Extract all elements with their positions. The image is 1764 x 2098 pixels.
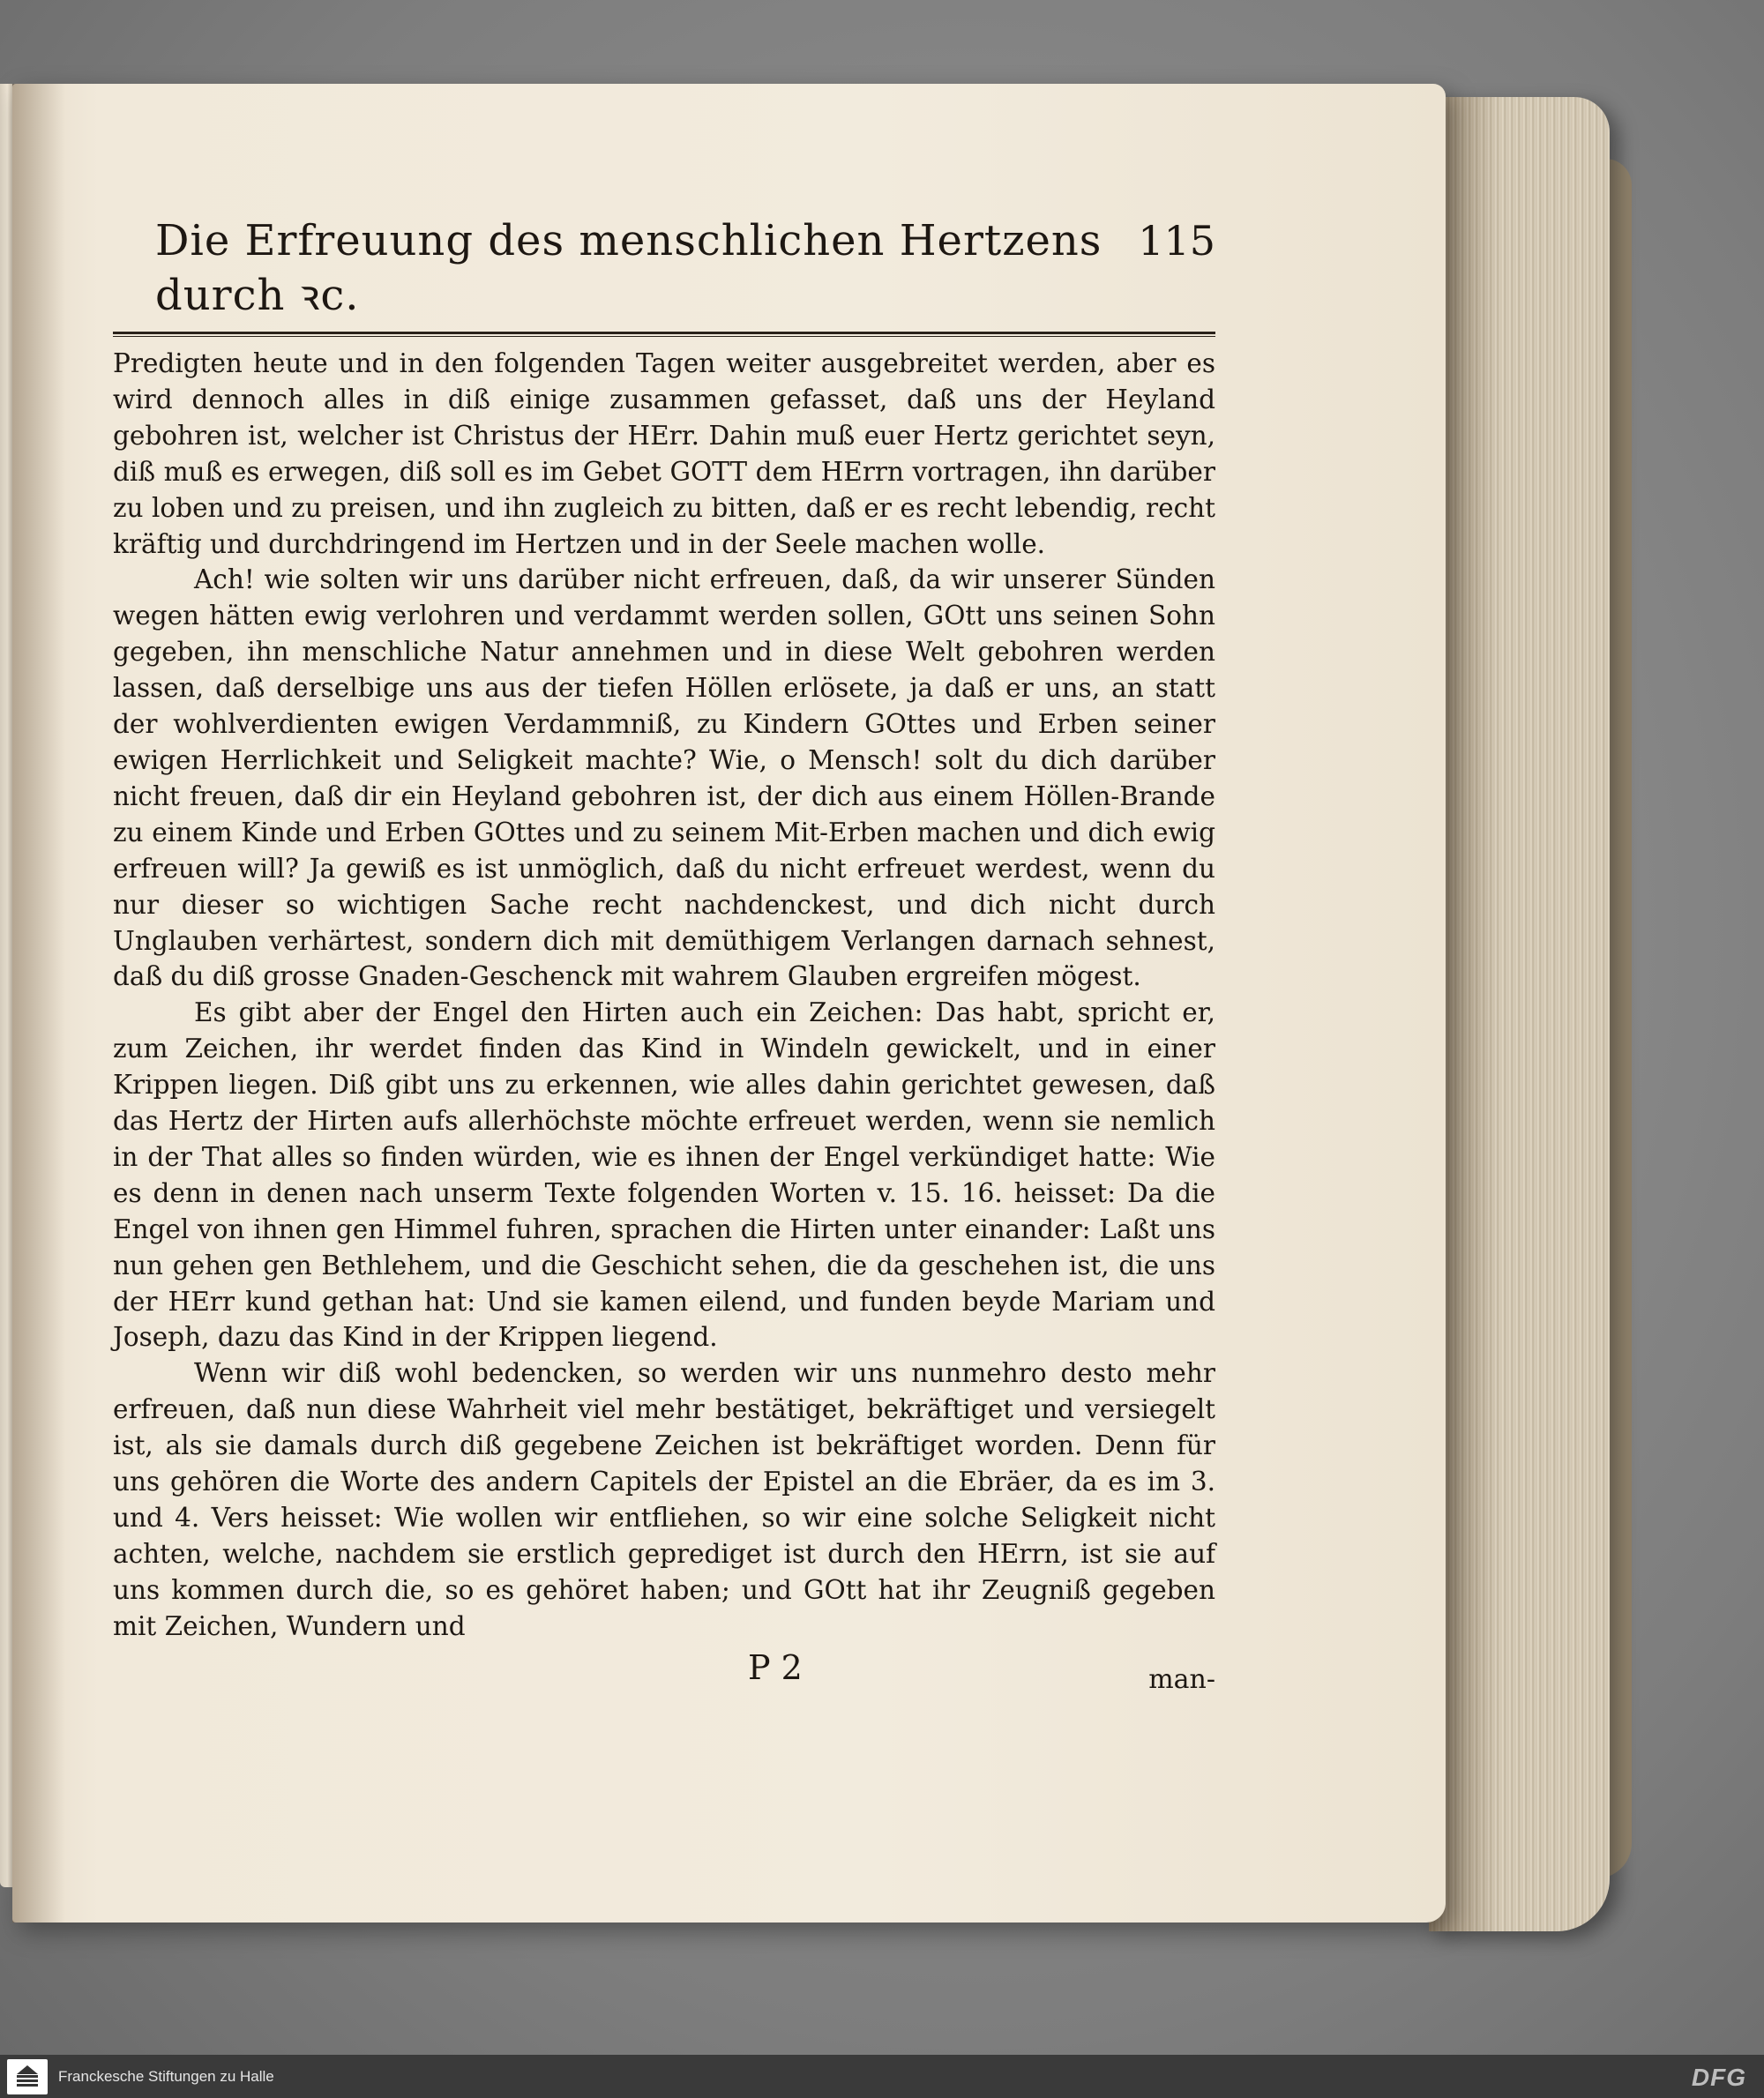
signature-mark: P 2	[748, 1647, 803, 1687]
paragraph: Ach! wie solten wir uns darüber nicht erfreuen, daß, da wir unserer Sünden wegen hätten ewig verlohren und verdammt werden sollen, GOtt uns seinen Sohn gegeben, ihn menschliche Natur annehmen und in diese Welt gebohren werden lassen, daß derselbige uns aus der tiefen Höllen erlösete, ja daß er uns, an statt der wohlverdienten ewigen Verdammniß, zu Kindern GOttes und Erben seiner ewigen Herrlichkeit und Seligkeit machte? Wie, o Mensch! solt du dich darüber nicht freuen, daß dir ein Heyland gebohren ist, der dich aus einem Höllen-Brande zu einem Kinde und Erben GOttes und zu seinem Mit-Erben machen und dich ewig erfreuen will? Ja gewiß es ist unmöglich, daß du nicht erfreuet werdest, wenn du nur dieser so wichtigen Sache recht nachdenckest, und dich nicht durch Unglauben verhärtest, sondern dich mit demüthigem Verlangen darnach sehnest, daß du diß grosse Gnaden-Geschenck mit wahrem Glauben ergreifen mögest.	[113, 564, 1215, 992]
gutter-shadow	[12, 84, 65, 1923]
dfg-logo[interactable]: DFG	[1691, 2064, 1746, 2091]
francke-foundation-logo-icon[interactable]	[7, 2059, 48, 2094]
catchword: man-	[1148, 1663, 1215, 1695]
left-page-edge	[0, 84, 12, 1887]
header-rule	[113, 332, 1215, 337]
page-footer	[113, 1647, 1215, 1695]
running-title: Die Erfreuung des menschlichen Hertzens durch ꝛc.	[155, 216, 1102, 320]
paragraph: Predigten heute und in den folgenden Tagen weiter ausgebreitet werden, aber es wird dennoch alles in diß einige zusammen gefasset, daß uns der Heyland gebohren ist, welcher ist Christus der HErr. Dahin muß euer Hertz gerichtet seyn, diß muß es erwegen, diß soll es im Gebet GOTT dem HErrn vortragen, ihn darüber zu loben und zu preisen, und ihn zugleich zu bitten, daß er es recht lebendig, recht kräftig und durchdringend im Hertzen und in der Seele machen wolle.	[113, 348, 1215, 559]
page-text-area	[113, 216, 1215, 1695]
paragraph: Es gibt aber der Engel den Hirten auch ein Zeichen: Das habt, spricht er, zum Zeichen, ihr werdet finden das Kind in Windeln gewickelt, und in einer Krippen liegen. Diß gibt uns zu erkennen, wie alles dahin gerichtet gewesen, daß das Hertz der Hirten aufs allerhöchste möchte erfreuet werden, wenn sie nemlich in der That alles so finden würden, wie es ihnen der Engel verkündiget hatte: Wie es denn in denen nach unserm Texte folgenden Worten v. 15. 16. heisset: Da die Engel von ihnen gen Himmel fuhren, sprachen die Hirten unter einander: Laßt uns nun gehen gen Bethlehem, und die Geschicht sehen, die da geschehen ist, die uns der HErr kund gethan hat: Und sie kamen eilend, und funden beyde Mariam und Joseph, dazu das Kind in der Krippen liegend.	[113, 997, 1215, 1353]
paragraph: Wenn wir diß wohl bedencken, so werden wir uns nunmehro desto mehr erfreuen, daß nun diese Wahrheit viel mehr bestätiget, bekräftiget und versiegelt ist, als sie damals durch diß gegebene Zeichen ist bekräftiget worden. Denn für uns gehören die Worte des andern Capitels der Epistel an die Ebräer, da es im 3. und 4. Vers heisset: Wie wollen wir entfliehen, so wir eine solche Seligkeit nicht achten, welche, nachdem sie erstlich geprediget ist durch den HErrn, ist sie auf uns kommen durch die, so es gehöret haben; und GOtt hat ihr Zeugniß gegeben mit Zeichen, Wundern und	[113, 1358, 1215, 1641]
page-header	[113, 216, 1215, 323]
page-number: 115	[1138, 217, 1215, 265]
viewer-footer-bar	[0, 2055, 1764, 2098]
body-text	[113, 346, 1215, 1645]
institution-name[interactable]: Franckesche Stiftungen zu Halle	[58, 2067, 274, 2085]
